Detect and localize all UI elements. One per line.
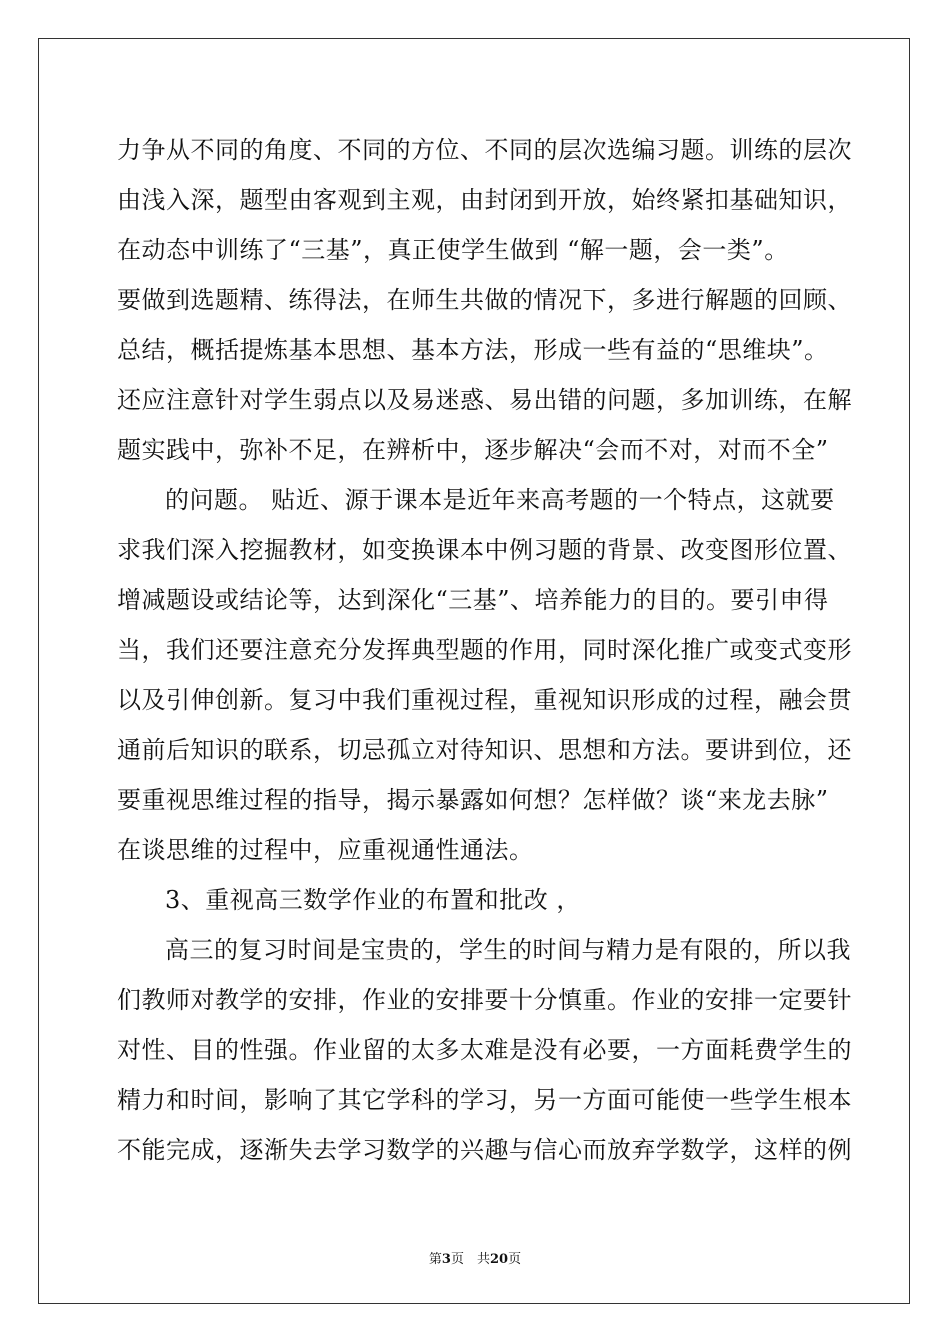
text-line-3: 在动态中训练了“三基”，真正使学生做到 “解一题，会一类”。 [117, 236, 789, 264]
text-line-17: 高三的复习时间是宝贵的，学生的时间与精力是有限的，所以我 [165, 936, 851, 964]
text-line-6: 还应注意针对学生弱点以及易迷惑、易出错的问题，多加训练，在解 [117, 386, 852, 414]
footer-suffix: 页 [508, 1252, 522, 1267]
text-line-9: 求我们深入挖掘教材，如变换课本中例习题的背景、改变图形位置、 [117, 536, 852, 564]
footer-prefix: 第 [428, 1252, 442, 1267]
page-footer [0, 1248, 950, 1267]
footer-page-number: 3 [441, 1252, 451, 1267]
text-line-21: 不能完成，逐渐失去学习数学的兴趣与信心而放弃学数学，这样的例 [117, 1136, 852, 1164]
text-line-10: 增减题设或结论等，达到深化“三基”、培养能力的目的。要引申得 [117, 586, 829, 614]
text-line-4: 要做到选题精、练得法，在师生共做的情况下，多进行解题的回顾、 [117, 286, 852, 314]
text-line-7: 题实践中，弥补不足，在辨析中，逐步解决“会而不对，对而不全” [117, 436, 829, 464]
text-line-15: 在谈思维的过程中，应重视通性通法。 [117, 836, 534, 864]
text-line-12: 以及引伸创新。复习中我们重视过程，重视知识形成的过程，融会贯 [117, 686, 852, 714]
text-line-18: 们教师对教学的安排，作业的安排要十分慎重。作业的安排一定要针 [117, 986, 852, 1014]
text-line-13: 通前后知识的联系，切忌孤立对待知识、思想和方法。要讲到位，还 [117, 736, 852, 764]
text-line-11: 当，我们还要注意充分发挥典型题的作用，同时深化推广或变式变形 [117, 636, 852, 664]
text-line-19: 对性、目的性强。作业留的太多太难是没有必要，一方面耗费学生的 [117, 1036, 852, 1064]
text-line-20: 精力和时间，影响了其它学科的学习，另一方面可能使一些学生根本 [117, 1086, 852, 1114]
text-line-14: 要重视思维过程的指导，揭示暴露如何想？怎样做？谈“来龙去脉” [117, 786, 829, 814]
text-line-1: 力争从不同的角度、不同的方位、不同的层次选编习题。训练的层次 [117, 136, 852, 164]
section-heading: 3、重视高三数学作业的布置和批改 ， [165, 886, 581, 914]
text-line-5: 总结，概括提炼基本思想、基本方法，形成一些有益的“思维块”。 [117, 336, 829, 364]
text-line-2: 由浅入深，题型由客观到主观，由封闭到开放，始终紧扣基础知识， [117, 186, 852, 214]
footer-total-pages: 20 [489, 1252, 509, 1267]
footer-mid: 页 共 [450, 1252, 490, 1267]
text-line-8: 的问题。 贴近、源于课本是近年来高考题的一个特点，这就要 [165, 486, 835, 514]
